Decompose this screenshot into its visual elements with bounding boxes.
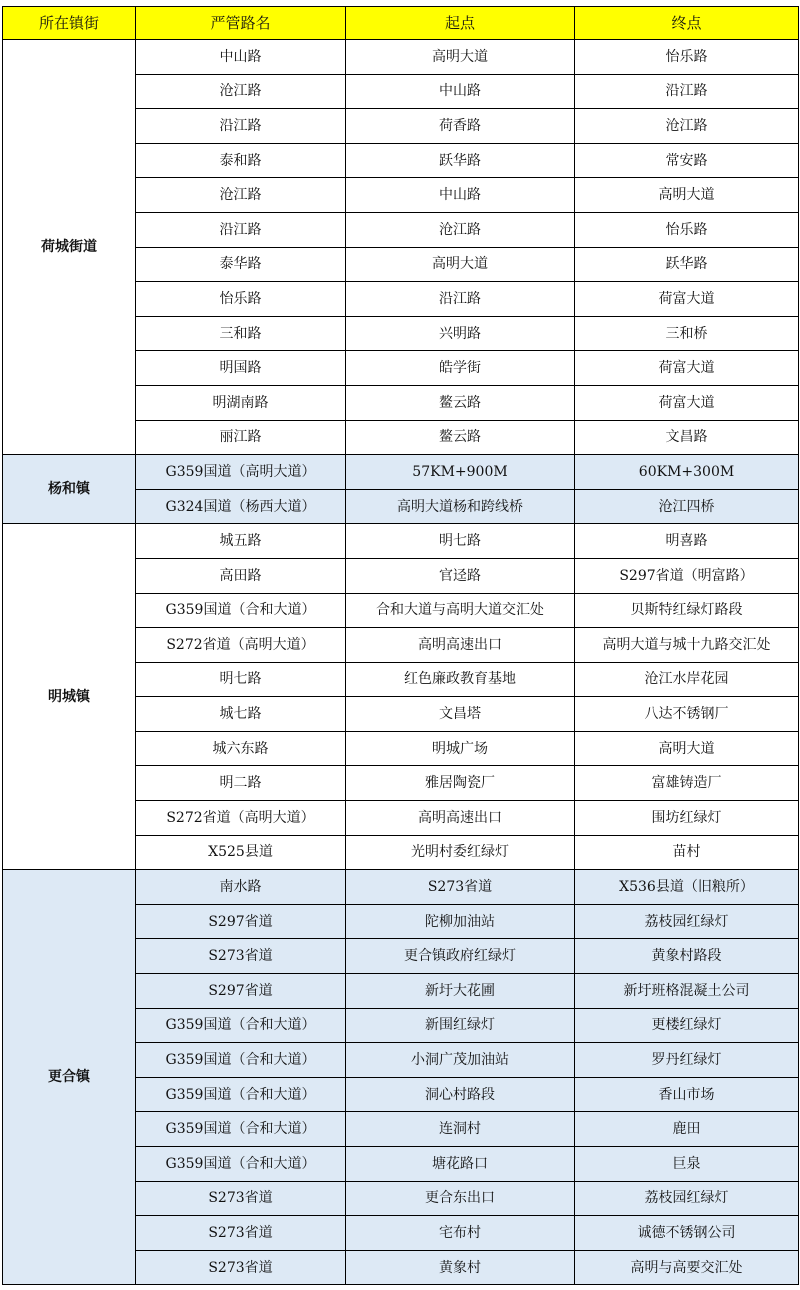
road-name-cell: 城五路 bbox=[136, 524, 346, 559]
road-name-cell: 明湖南路 bbox=[136, 385, 346, 420]
start-point-cell: 明城广场 bbox=[346, 731, 575, 766]
road-name-cell: G359国道（合和大道） bbox=[136, 1147, 346, 1182]
road-name-cell: G359国道（合和大道） bbox=[136, 1112, 346, 1147]
start-point-cell: 跃华路 bbox=[346, 143, 575, 178]
end-point-cell: 沧江水岸花园 bbox=[575, 662, 799, 697]
road-name-cell: 城七路 bbox=[136, 697, 346, 732]
start-point-cell: 荷香路 bbox=[346, 109, 575, 144]
road-name-cell: 南水路 bbox=[136, 870, 346, 905]
road-name-cell: G324国道（杨西大道） bbox=[136, 489, 346, 524]
start-point-cell: 兴明路 bbox=[346, 316, 575, 351]
start-point-cell: 皓学街 bbox=[346, 351, 575, 386]
end-point-cell: 沧江路 bbox=[575, 109, 799, 144]
start-point-cell: 高明大道杨和跨线桥 bbox=[346, 489, 575, 524]
end-point-cell: 诚德不锈钢公司 bbox=[575, 1216, 799, 1251]
road-name-cell: G359国道（合和大道） bbox=[136, 1043, 346, 1078]
start-point-cell: 57KM+900M bbox=[346, 455, 575, 490]
table-row bbox=[3, 524, 799, 559]
end-point-cell: 荔枝园红绿灯 bbox=[575, 904, 799, 939]
header-road-name: 严管路名 bbox=[136, 7, 346, 40]
road-name-cell: 明二路 bbox=[136, 766, 346, 801]
road-name-cell: 三和路 bbox=[136, 316, 346, 351]
road-name-cell: 高田路 bbox=[136, 558, 346, 593]
road-name-cell: S273省道 bbox=[136, 1181, 346, 1216]
road-name-cell: G359国道（合和大道） bbox=[136, 593, 346, 628]
start-point-cell: 雅居陶瓷厂 bbox=[346, 766, 575, 801]
end-point-cell: 围坊红绿灯 bbox=[575, 801, 799, 836]
road-name-cell: S272省道（高明大道） bbox=[136, 801, 346, 836]
header-start: 起点 bbox=[346, 7, 575, 40]
road-name-cell: G359国道（合和大道） bbox=[136, 1077, 346, 1112]
road-name-cell: 沧江路 bbox=[136, 74, 346, 109]
start-point-cell: 连洞村 bbox=[346, 1112, 575, 1147]
start-point-cell: 鳌云路 bbox=[346, 385, 575, 420]
road-name-cell: 明七路 bbox=[136, 662, 346, 697]
start-point-cell: S273省道 bbox=[346, 870, 575, 905]
town-cell: 更合镇 bbox=[3, 870, 136, 1285]
header-town: 所在镇街 bbox=[3, 7, 136, 40]
end-point-cell: 60KM+300M bbox=[575, 455, 799, 490]
road-name-cell: 城六东路 bbox=[136, 731, 346, 766]
road-name-cell: 泰和路 bbox=[136, 143, 346, 178]
start-point-cell: 中山路 bbox=[346, 74, 575, 109]
end-point-cell: X536县道（旧粮所） bbox=[575, 870, 799, 905]
road-name-cell: S272省道（高明大道） bbox=[136, 628, 346, 663]
end-point-cell: 新圩班格混凝土公司 bbox=[575, 974, 799, 1009]
end-point-cell: 高明大道 bbox=[575, 731, 799, 766]
start-point-cell: 光明村委红绿灯 bbox=[346, 835, 575, 870]
table-row bbox=[3, 40, 799, 75]
start-point-cell: 黄象村 bbox=[346, 1250, 575, 1285]
end-point-cell: 罗丹红绿灯 bbox=[575, 1043, 799, 1078]
end-point-cell: 八达不锈钢厂 bbox=[575, 697, 799, 732]
road-name-cell: 沿江路 bbox=[136, 212, 346, 247]
end-point-cell: 富雄铸造厂 bbox=[575, 766, 799, 801]
end-point-cell: 常安路 bbox=[575, 143, 799, 178]
end-point-cell: 黄象村路段 bbox=[575, 939, 799, 974]
road-name-cell: 怡乐路 bbox=[136, 282, 346, 317]
end-point-cell: 高明大道 bbox=[575, 178, 799, 213]
end-point-cell: S297省道（明富路） bbox=[575, 558, 799, 593]
end-point-cell: 怡乐路 bbox=[575, 212, 799, 247]
end-point-cell: 高明大道与城十九路交汇处 bbox=[575, 628, 799, 663]
road-name-cell: 沿江路 bbox=[136, 109, 346, 144]
end-point-cell: 怡乐路 bbox=[575, 40, 799, 75]
start-point-cell: 陀柳加油站 bbox=[346, 904, 575, 939]
road-control-table bbox=[2, 6, 799, 1285]
end-point-cell: 苗村 bbox=[575, 835, 799, 870]
road-name-cell: S273省道 bbox=[136, 1250, 346, 1285]
end-point-cell: 高明与高要交汇处 bbox=[575, 1250, 799, 1285]
end-point-cell: 文昌路 bbox=[575, 420, 799, 455]
table-row bbox=[3, 455, 799, 490]
start-point-cell: 文昌塔 bbox=[346, 697, 575, 732]
start-point-cell: 新圩大花圃 bbox=[346, 974, 575, 1009]
table-row bbox=[3, 870, 799, 905]
town-cell: 荷城街道 bbox=[3, 40, 136, 455]
road-name-cell: X525县道 bbox=[136, 835, 346, 870]
start-point-cell: 高明高速出口 bbox=[346, 801, 575, 836]
road-name-cell: S273省道 bbox=[136, 939, 346, 974]
end-point-cell: 更楼红绿灯 bbox=[575, 1008, 799, 1043]
end-point-cell: 荷富大道 bbox=[575, 351, 799, 386]
end-point-cell: 沿江路 bbox=[575, 74, 799, 109]
road-name-cell: 丽江路 bbox=[136, 420, 346, 455]
start-point-cell: 高明大道 bbox=[346, 40, 575, 75]
end-point-cell: 荷富大道 bbox=[575, 385, 799, 420]
end-point-cell: 荔枝园红绿灯 bbox=[575, 1181, 799, 1216]
road-name-cell: G359国道（合和大道） bbox=[136, 1008, 346, 1043]
end-point-cell: 三和桥 bbox=[575, 316, 799, 351]
end-point-cell: 鹿田 bbox=[575, 1112, 799, 1147]
header-row bbox=[3, 7, 799, 40]
road-name-cell: S297省道 bbox=[136, 974, 346, 1009]
start-point-cell: 鳌云路 bbox=[346, 420, 575, 455]
end-point-cell: 沧江四桥 bbox=[575, 489, 799, 524]
town-cell: 杨和镇 bbox=[3, 455, 136, 524]
road-name-cell: 沧江路 bbox=[136, 178, 346, 213]
header-end: 终点 bbox=[575, 7, 799, 40]
road-name-cell: 明国路 bbox=[136, 351, 346, 386]
end-point-cell: 巨泉 bbox=[575, 1147, 799, 1182]
start-point-cell: 洞心村路段 bbox=[346, 1077, 575, 1112]
start-point-cell: 宅布村 bbox=[346, 1216, 575, 1251]
start-point-cell: 小洞广茂加油站 bbox=[346, 1043, 575, 1078]
end-point-cell: 香山市场 bbox=[575, 1077, 799, 1112]
road-name-cell: 中山路 bbox=[136, 40, 346, 75]
start-point-cell: 中山路 bbox=[346, 178, 575, 213]
road-name-cell: G359国道（高明大道） bbox=[136, 455, 346, 490]
start-point-cell: 红色廉政教育基地 bbox=[346, 662, 575, 697]
start-point-cell: 高明高速出口 bbox=[346, 628, 575, 663]
table-body bbox=[3, 40, 799, 1285]
start-point-cell: 沧江路 bbox=[346, 212, 575, 247]
start-point-cell: 合和大道与高明大道交汇处 bbox=[346, 593, 575, 628]
start-point-cell: 官迳路 bbox=[346, 558, 575, 593]
start-point-cell: 高明大道 bbox=[346, 247, 575, 282]
road-name-cell: S297省道 bbox=[136, 904, 346, 939]
town-cell: 明城镇 bbox=[3, 524, 136, 870]
start-point-cell: 沿江路 bbox=[346, 282, 575, 317]
road-name-cell: 泰华路 bbox=[136, 247, 346, 282]
start-point-cell: 更合镇政府红绿灯 bbox=[346, 939, 575, 974]
start-point-cell: 更合东出口 bbox=[346, 1181, 575, 1216]
start-point-cell: 新围红绿灯 bbox=[346, 1008, 575, 1043]
end-point-cell: 荷富大道 bbox=[575, 282, 799, 317]
end-point-cell: 贝斯特红绿灯路段 bbox=[575, 593, 799, 628]
start-point-cell: 塘花路口 bbox=[346, 1147, 575, 1182]
road-name-cell: S273省道 bbox=[136, 1216, 346, 1251]
end-point-cell: 明喜路 bbox=[575, 524, 799, 559]
end-point-cell: 跃华路 bbox=[575, 247, 799, 282]
start-point-cell: 明七路 bbox=[346, 524, 575, 559]
